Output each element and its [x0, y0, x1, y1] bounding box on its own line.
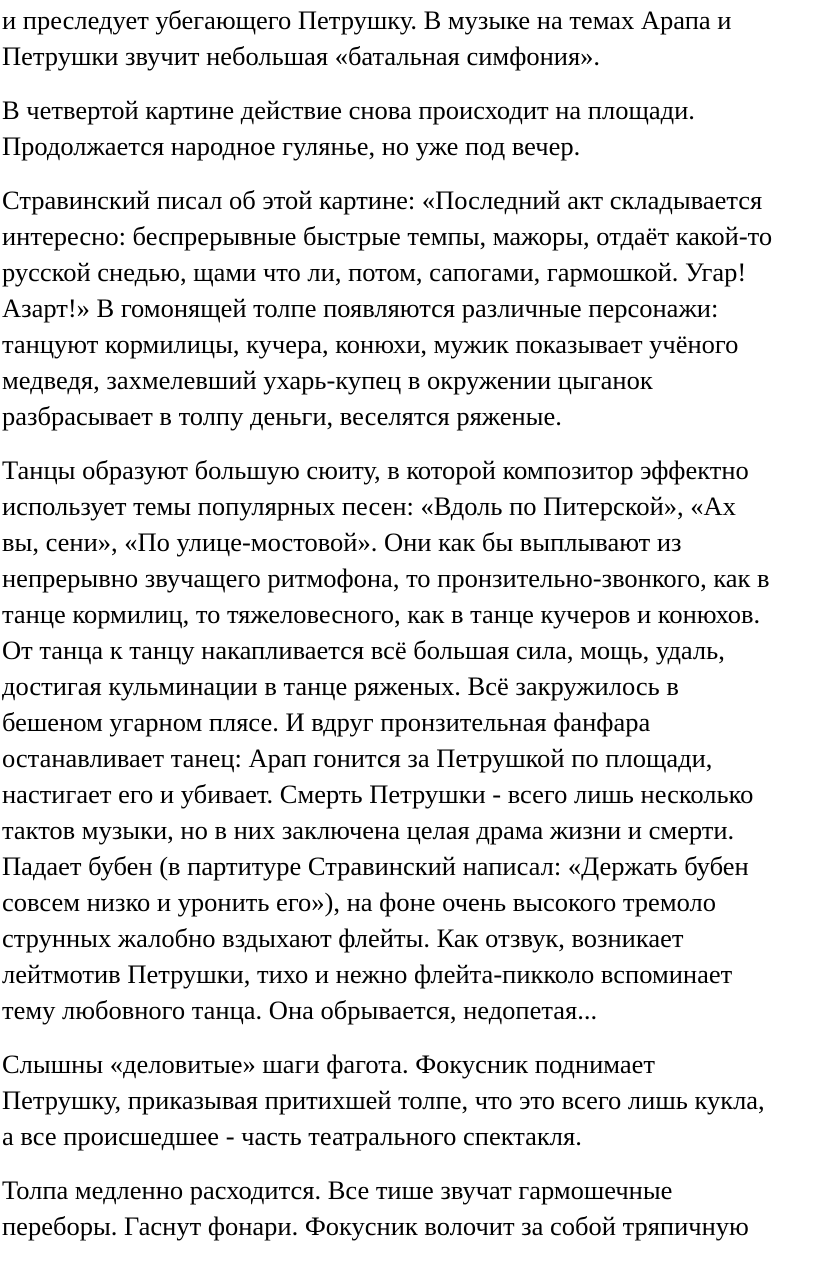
text-line: русской снедью, щами что ли, потом, сапогами, гармошкой. Угар!: [2, 257, 747, 287]
text-line: струнных жалобно вздыхают флейты. Как отзвук, возникает: [2, 923, 684, 953]
text-line: достигая кульминации в танце ряженых. Всё закружилось в: [2, 671, 679, 701]
text-line: использует темы популярных песен: «Вдоль по Питерской», «Ах: [2, 491, 736, 521]
paragraph-6: [2, 1172, 816, 1244]
text-line: Азарт!» В гомонящей толпе появляются различные персонажи:: [2, 293, 719, 323]
text-line: тему любовного танца. Она обрывается, недопетая...: [2, 995, 598, 1025]
paragraph-5: [2, 1046, 816, 1154]
text-line: танцуют кормилицы, кучера, конюхи, мужик показывает учёного: [2, 329, 739, 359]
text-line: Стравинский писал об этой картине: «Последний акт складывается: [2, 185, 763, 215]
text-line: интересно: беспрерывные быстрые темпы, мажоры, отдаёт какой-то: [2, 221, 773, 251]
text-line: Слышны «деловитые» шаги фагота. Фокусник поднимает: [2, 1049, 655, 1079]
text-line: От танца к танцу накапливается всё большая сила, мощь, удаль,: [2, 635, 725, 665]
text-line: и преследует убегающего Петрушку. В музыке на темах Арапа и: [2, 5, 732, 35]
text-line: Петрушки звучит небольшая «батальная симфония».: [2, 41, 601, 71]
text-line: настигает его и убивает. Смерть Петрушки - всего лишь несколько: [2, 779, 754, 809]
text-line: переборы. Гаснут фонари. Фокусник волочит за собой тряпичную: [2, 1211, 749, 1241]
paragraph-1: [2, 2, 816, 74]
text-line: Падает бубен (в партитуре Стравинский написал: «Держать бубен: [2, 851, 749, 881]
text-line: а все происшедшее - часть театрального спектакля.: [2, 1121, 582, 1151]
text-line: Толпа медленно расходится. Все тише звучат гармошечные: [2, 1175, 673, 1205]
text-line: В четвертой картине действие снова происходит на площади.: [2, 95, 695, 125]
text-line: разбрасывает в толпу деньги, веселятся ряженые.: [2, 401, 562, 431]
paragraph-2: [2, 92, 816, 164]
text-line: тактов музыки, но в них заключена целая драма жизни и смерти.: [2, 815, 735, 845]
text-line: совсем низко и уронить его»), на фоне очень высокого тремоло: [2, 887, 716, 917]
text-line: Петрушку, приказывая притихшей толпе, что это всего лишь кукла,: [2, 1085, 765, 1115]
text-line: бешеном угарном плясе. И вдруг пронзительная фанфара: [2, 707, 651, 737]
text-line: непрерывно звучащего ритмофона, то пронзительно-звонкого, как в: [2, 563, 770, 593]
paragraph-3: [2, 182, 816, 434]
text-line: танце кормилиц, то тяжеловесного, как в танце кучеров и конюхов.: [2, 599, 761, 629]
text-line: лейтмотив Петрушки, тихо и нежно флейта-пикколо вспоминает: [2, 959, 733, 989]
text-line: медведя, захмелевший ухарь-купец в окружении цыганок: [2, 365, 653, 395]
text-line: Танцы образуют большую сюиту, в которой композитор эффектно: [2, 455, 749, 485]
paragraph-4: [2, 452, 816, 1028]
text-line: останавливает танец: Арап гонится за Петрушкой по площади,: [2, 743, 713, 773]
text-line: вы, сени», «По улице-мостовой». Они как бы выплывают из: [2, 527, 682, 557]
text-line: Продолжается народное гулянье, но уже под вечер.: [2, 131, 581, 161]
